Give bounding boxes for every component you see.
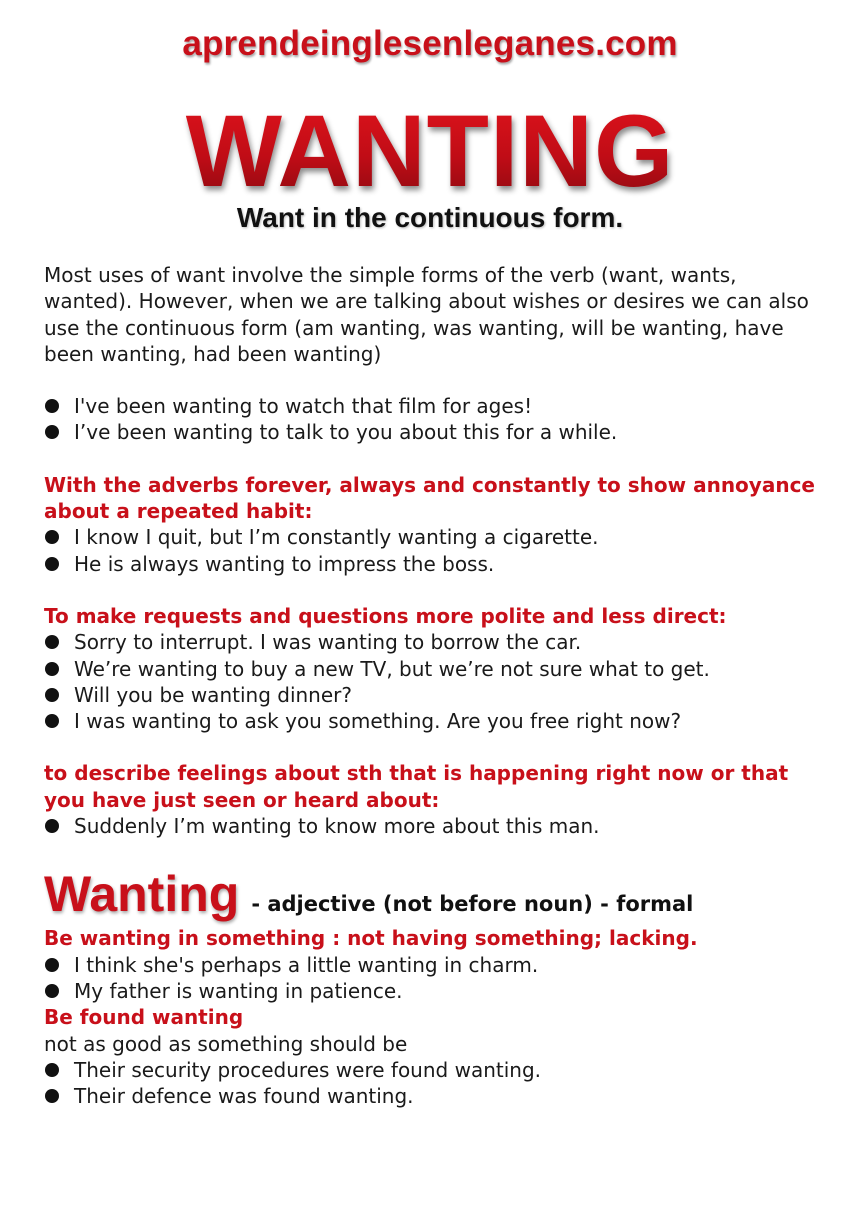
- example-list-polite: [44, 629, 824, 734]
- intro-paragraph: Most uses of want involve the simple forms of the verb (want, wants, wanted). However, when we are talking about wishes or desires we can also use the continuous form (am wanting, was wanting, will be wanting, have been wanting, had been wanting): [44, 263, 809, 366]
- bullet-icon: [45, 425, 59, 439]
- bullet-icon: [45, 662, 59, 676]
- bullet-icon: [45, 1089, 59, 1103]
- list-item: I’ve been wanting to talk to you about this for a while.: [44, 419, 824, 445]
- list-item: We’re wanting to buy a new TV, but we’re not sure what to get.: [44, 656, 824, 682]
- bullet-icon: [45, 1063, 59, 1077]
- page-subtitle: Want in the continuous form.: [236, 202, 624, 233]
- adjective-header: [44, 865, 824, 923]
- bullet-icon: [45, 958, 59, 972]
- section-heading-feelings: to describe feelings about sth that is happening right now or that you have just seen or heard about:: [44, 761, 789, 812]
- list-item: Sorry to interrupt. I was wanting to borrow the car.: [44, 629, 824, 655]
- example-list-adverbs: [44, 524, 824, 577]
- bullet-icon: [45, 714, 59, 728]
- adjective-title: Wanting: [44, 866, 240, 923]
- bullet-icon: [45, 819, 59, 833]
- example-list-found-wanting: [44, 1057, 824, 1110]
- list-item: Their defence was found wanting.: [44, 1083, 824, 1109]
- list-item: Their security procedures were found wanting.: [44, 1057, 824, 1083]
- sense-heading-lacking: Be wanting in something : not having something; lacking.: [44, 926, 698, 951]
- bullet-icon: [45, 984, 59, 998]
- section-heading-polite: To make requests and questions more polite and less direct:: [44, 603, 727, 628]
- list-item: Will you be wanting dinner?: [44, 682, 824, 708]
- list-item: Suddenly I’m wanting to know more about this man.: [44, 813, 824, 839]
- example-list-general: [44, 393, 824, 446]
- list-item: I think she's perhaps a little wanting in charm.: [44, 952, 824, 978]
- bullet-icon: [45, 530, 59, 544]
- list-item: I've been wanting to watch that film for ages!: [44, 393, 824, 419]
- bullet-icon: [45, 399, 59, 413]
- bullet-icon: [45, 688, 59, 702]
- site-url[interactable]: aprendeinglesenleganes.com: [182, 24, 678, 63]
- list-item: He is always wanting to impress the boss.: [44, 551, 824, 577]
- section-heading-adverbs: With the adverbs forever, always and constantly to show annoyance about a repeated habit:: [44, 472, 815, 524]
- example-list-feelings: [44, 813, 824, 839]
- list-item: I know I quit, but I’m constantly wanting a cigarette.: [44, 524, 824, 550]
- document-body: [44, 262, 824, 1109]
- adjective-descriptor: - adjective (not before noun) - formal: [251, 892, 694, 917]
- example-list-lacking: [44, 952, 824, 1005]
- bullet-icon: [45, 557, 59, 571]
- sense-heading-found-wanting: Be found wanting: [44, 1005, 244, 1030]
- bullet-icon: [45, 635, 59, 649]
- list-item: I was wanting to ask you something. Are you free right now?: [44, 708, 824, 734]
- list-item: My father is wanting in patience.: [44, 978, 824, 1004]
- sense-definition: not as good as something should be: [44, 1031, 408, 1056]
- page-title: WANTING: [0, 96, 860, 206]
